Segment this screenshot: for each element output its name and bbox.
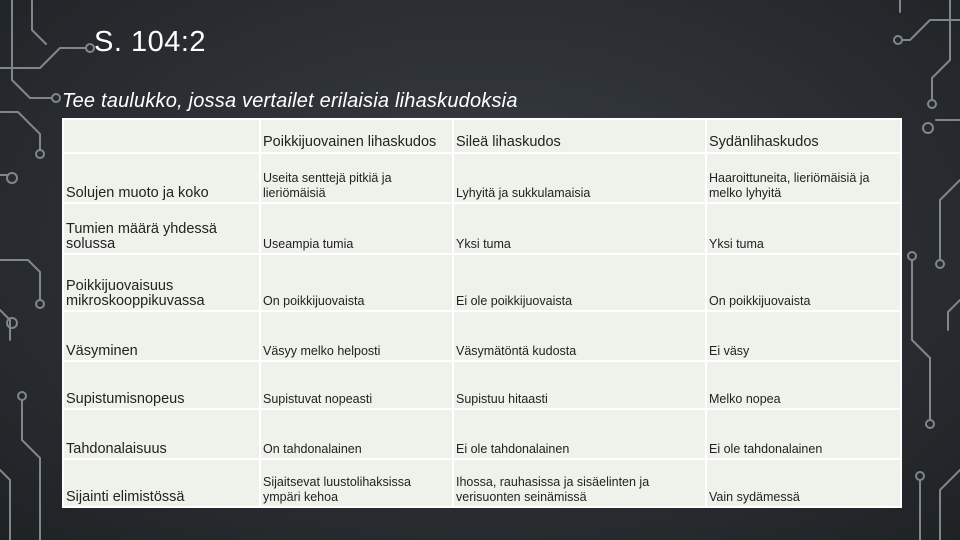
- table-cell: Ei ole tahdonalainen: [453, 409, 706, 459]
- table-cell: Yksi tuma: [706, 203, 901, 254]
- row-label: Väsyminen: [63, 311, 260, 361]
- slide-subtitle: Tee taulukko, jossa vertailet erilaisia lihaskudoksia: [62, 90, 518, 112]
- table-row: [63, 254, 901, 311]
- table-cell: Useampia tumia: [260, 203, 453, 254]
- table-cell: Väsyy melko helposti: [260, 311, 453, 361]
- table-cell: Ihossa, rauhasissa ja sisäelinten ja verisuonten seinämissä: [453, 459, 706, 507]
- table-row: [63, 311, 901, 361]
- table-cell: On poikkijuovaista: [706, 254, 901, 311]
- table-cell: On poikkijuovaista: [260, 254, 453, 311]
- row-label: Tumien määrä yhdessä solussa: [63, 203, 260, 254]
- table-row: [63, 203, 901, 254]
- table-cell: Useita senttejä pitkiä ja lieriömäisiä: [260, 153, 453, 203]
- table-cell: Väsymätöntä kudosta: [453, 311, 706, 361]
- table-header-cell: Sileä lihaskudos: [453, 119, 706, 153]
- table-cell: Lyhyitä ja sukkulamaisia: [453, 153, 706, 203]
- table-cell: Ei väsy: [706, 311, 901, 361]
- table-row: [63, 459, 901, 507]
- comparison-table: [62, 118, 902, 508]
- table-cell: Supistuvat nopeasti: [260, 361, 453, 409]
- table-header-cell: [63, 119, 260, 153]
- row-label: Sijainti elimistössä: [63, 459, 260, 507]
- table-cell: Vain sydämessä: [706, 459, 901, 507]
- table-header-cell: Poikkijuovainen lihaskudos: [260, 119, 453, 153]
- table-cell: Ei ole tahdonalainen: [706, 409, 901, 459]
- table-header-cell: Sydänlihaskudos: [706, 119, 901, 153]
- row-label: Tahdonalaisuus: [63, 409, 260, 459]
- table-cell: On tahdonalainen: [260, 409, 453, 459]
- row-label: Solujen muoto ja koko: [63, 153, 260, 203]
- table-row: [63, 409, 901, 459]
- table-cell: Yksi tuma: [453, 203, 706, 254]
- row-label: Poikkijuovaisuus mikroskooppikuvassa: [63, 254, 260, 311]
- table-cell: Haaroittuneita, lieriömäisiä ja melko lyhyitä: [706, 153, 901, 203]
- table-cell: Sijaitsevat luustolihaksissa ympäri kehoa: [260, 459, 453, 507]
- table-cell: Melko nopea: [706, 361, 901, 409]
- slide-title: S. 104:2: [94, 26, 207, 58]
- table-cell: Supistuu hitaasti: [453, 361, 706, 409]
- table-row: [63, 153, 901, 203]
- table-header-row: [63, 119, 901, 153]
- row-label: Supistumisnopeus: [63, 361, 260, 409]
- table-cell: Ei ole poikkijuovaista: [453, 254, 706, 311]
- table-row: [63, 361, 901, 409]
